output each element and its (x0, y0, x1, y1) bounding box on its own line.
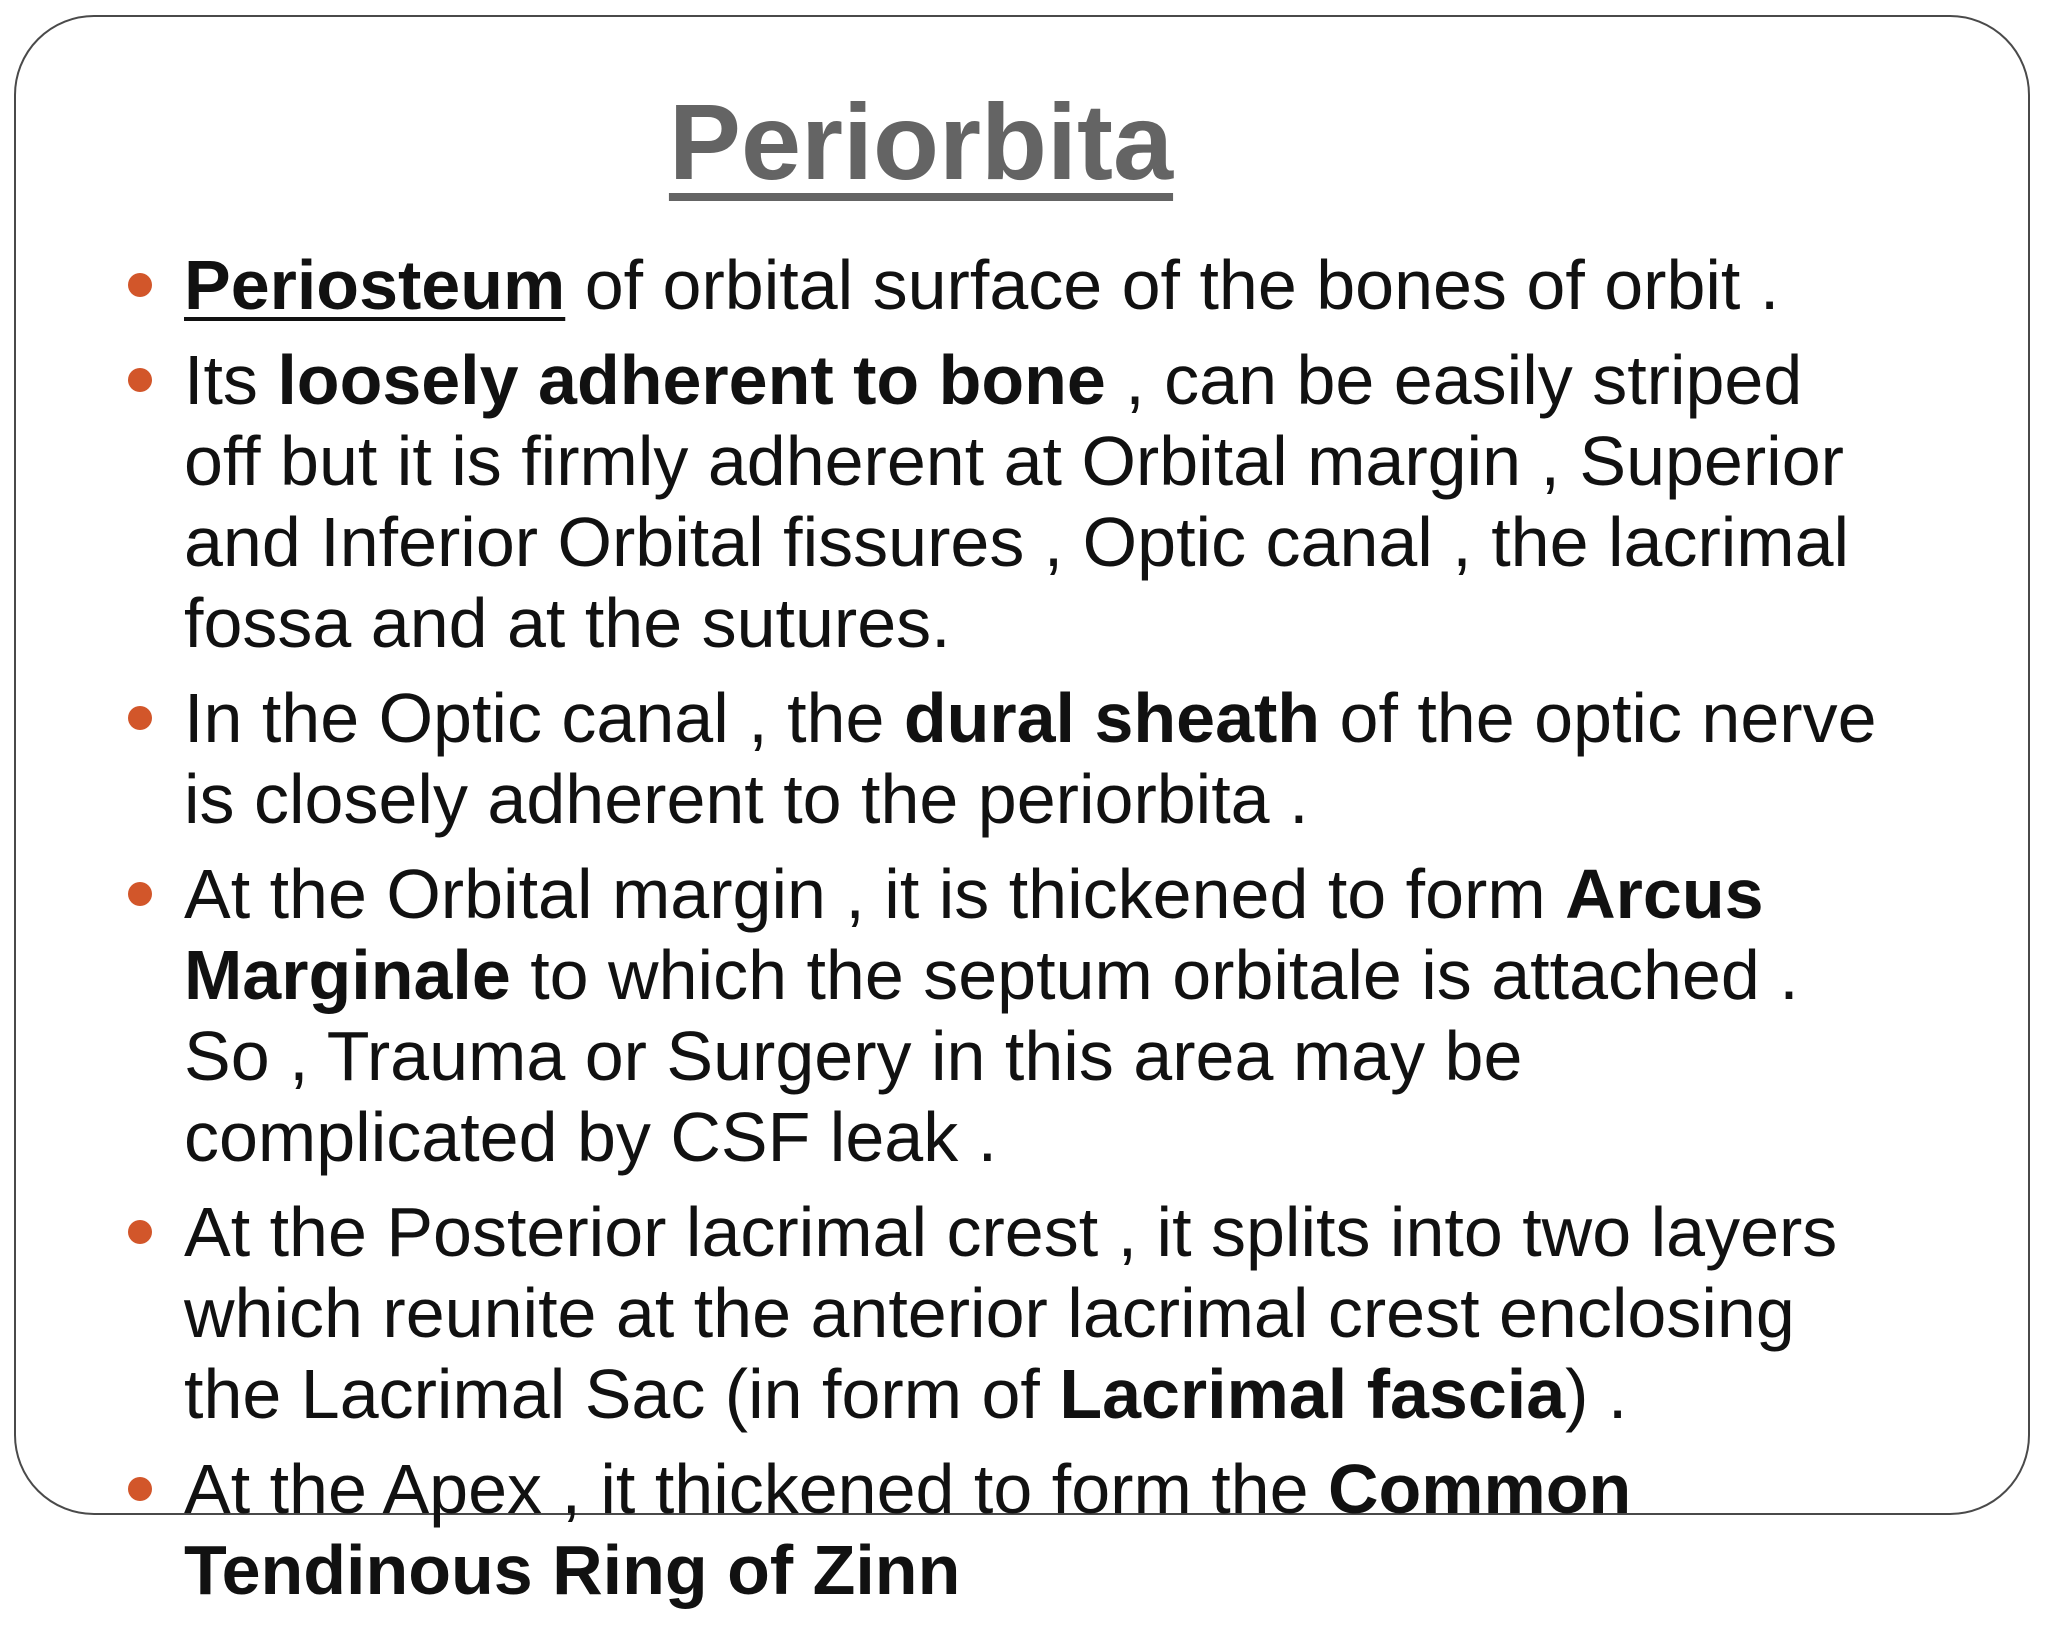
bullet-lacrimal-crest (184, 1192, 1984, 1435)
text-run: of orbital surface of the bones of orbit . (565, 246, 1780, 324)
text-run: Its (184, 341, 278, 419)
term-marginale: Marginale (184, 936, 511, 1014)
bullet-line (184, 935, 1984, 1016)
bullet-line: At the Posterior lacrimal crest , it splits into two layers (184, 1193, 1838, 1271)
bullet-line (184, 678, 1984, 759)
bullet-line (184, 1354, 1984, 1435)
bullet-apex (184, 1449, 1984, 1611)
term-lacrimal-fascia: Lacrimal fascia (1059, 1355, 1566, 1433)
bullet-line: off but it is firmly adherent at Orbital margin , Superior (184, 422, 1844, 500)
bullet-line (184, 854, 1984, 935)
bullet-line: is closely adherent to the periorbita . (184, 760, 1309, 838)
term-tendinous-ring: Tendinous Ring of Zinn (184, 1531, 961, 1609)
bullet-list (184, 245, 1984, 1625)
bullet-line: and Inferior Orbital fissures , Optic canal , the lacrimal (184, 503, 1850, 581)
bullet-line (184, 245, 1984, 326)
text-run: the Lacrimal Sac (in form of (184, 1355, 1060, 1433)
text-run: At the Orbital margin , it is thickened to form (184, 855, 1566, 933)
slide-frame (14, 15, 2030, 1609)
bullet-optic-canal (184, 678, 1984, 840)
bullet-dot-icon (128, 882, 152, 906)
text-run: ) . (1565, 1355, 1628, 1433)
bullet-line: complicated by CSF leak . (184, 1098, 998, 1176)
bullet-periosteum (184, 245, 1984, 326)
bullet-dot-icon (128, 273, 152, 297)
bullet-orbital-margin (184, 854, 1984, 1178)
text-run: At the Apex , it thickened to form the (184, 1450, 1328, 1528)
term-periosteum: Periosteum (184, 246, 566, 324)
bullet-line (184, 340, 1984, 421)
bullet-line (184, 1449, 1984, 1530)
term-arcus: Arcus (1565, 855, 1764, 933)
bullet-line: which reunite at the anterior lacrimal crest enclosing (184, 1274, 1795, 1352)
bullet-line: fossa and at the sutures. (184, 584, 951, 662)
term-dural-sheath: dural sheath (903, 679, 1321, 757)
slide-title: Periorbita (668, 81, 1174, 202)
text-run: of the optic nerve (1320, 679, 1877, 757)
bullet-dot-icon (128, 1220, 152, 1244)
text-run: , can be easily striped (1105, 341, 1803, 419)
bullet-dot-icon (128, 1477, 152, 1501)
bullet-dot-icon (128, 368, 152, 392)
term-common: Common (1327, 1450, 1632, 1528)
bullet-dot-icon (128, 706, 152, 730)
term-loosely-adherent: loosely adherent to bone (277, 341, 1106, 419)
text-run: In the Optic canal , the (184, 679, 904, 757)
text-run: to which the septum orbitale is attached . (510, 936, 1799, 1014)
bullet-line (184, 1530, 1984, 1611)
bullet-line: So , Trauma or Surgery in this area may be (184, 1017, 1523, 1095)
bullet-adherence (184, 340, 1984, 664)
